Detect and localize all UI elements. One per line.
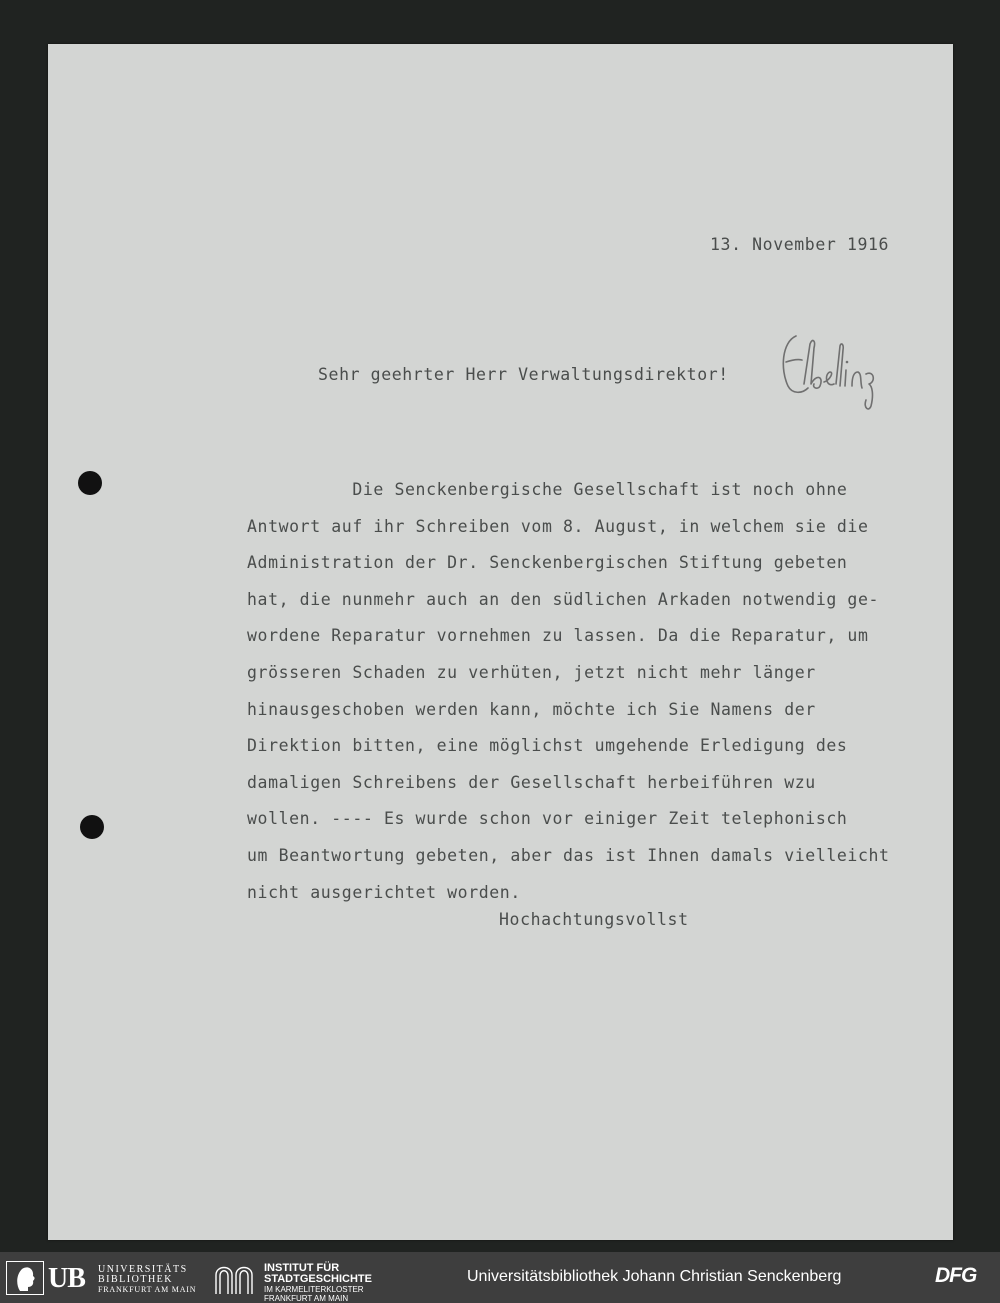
body-line: hinausgeschoben werden kann, möchte ich Sie Namens der xyxy=(247,699,816,719)
body-line: wollen. ---- Es wurde schon vor einiger Zeit telephonisch xyxy=(247,809,848,829)
footer-bar xyxy=(0,1252,1000,1303)
punch-hole-bottom xyxy=(80,815,104,839)
isg-logo-line: STADTGESCHICHTE xyxy=(264,1273,372,1285)
handwritten-annotation xyxy=(774,324,889,418)
body-line: grösseren Schaden zu verhüten, jetzt nicht mehr länger xyxy=(247,662,816,682)
body-line: Administration der Dr. Senckenbergischen Stiftung gebeten xyxy=(247,553,848,573)
ub-logo-mark: UB xyxy=(48,1263,85,1294)
body-line: um Beantwortung gebeten, aber das ist Ihnen damals vielleicht xyxy=(247,845,890,865)
letter-date: 13. November 1916 xyxy=(710,235,890,254)
punch-hole-top xyxy=(78,471,102,495)
body-line: nicht ausgerichtet worden. xyxy=(247,882,521,902)
ub-logo-text xyxy=(98,1265,196,1295)
isg-logo-line: IM KARMELITERKLOSTER xyxy=(264,1285,364,1294)
isg-logo-line: FRANKFURT AM MAIN xyxy=(264,1294,349,1303)
body-line: Die Senckenbergische Gesellschaft ist noch ohne xyxy=(247,480,848,499)
letter-page xyxy=(48,44,953,1240)
body-line: wordene Reparatur vornehmen zu lassen. Da die Reparatur, um xyxy=(247,626,869,646)
dfg-logo: DFG xyxy=(935,1264,977,1287)
body-line: hat, die nunmehr auch an den südlichen Arkaden notwendig ge- xyxy=(247,589,880,609)
footer-title: Universitätsbibliothek Johann Christian Senckenberg xyxy=(467,1268,842,1285)
body-line: Direktion bitten, eine möglichst umgehende Erledigung des xyxy=(247,736,848,756)
goethe-portrait-icon xyxy=(6,1261,44,1300)
isg-logo-text xyxy=(264,1263,372,1303)
ub-logo-line: UNIVERSITÄTS xyxy=(98,1264,188,1275)
isg-logo-line: INSTITUT FÜR xyxy=(264,1262,340,1274)
body-line: Antwort auf ihr Schreiben vom 8. August, in welchem sie die xyxy=(247,516,869,536)
arch-logo-icon xyxy=(213,1261,257,1300)
letter-closing: Hochachtungsvollst xyxy=(499,910,689,929)
body-line: damaligen Schreibens der Gesellschaft herbeiführen wzu xyxy=(247,772,816,792)
letter-salutation: Sehr geehrter Herr Verwaltungsdirektor! xyxy=(318,365,729,384)
ub-logo-line: FRANKFURT AM MAIN xyxy=(98,1285,197,1294)
letter-body xyxy=(247,472,890,911)
ub-logo-line: BIBLIOTHEK xyxy=(98,1274,173,1285)
